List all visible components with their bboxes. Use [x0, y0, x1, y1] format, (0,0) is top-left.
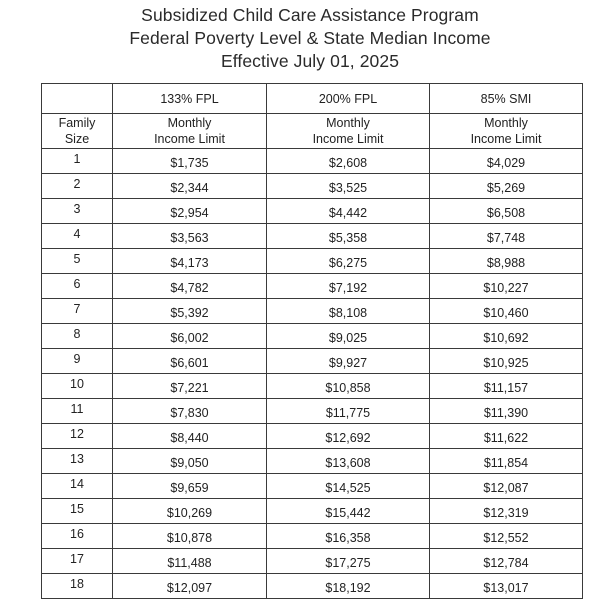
header-line: Income Limit	[312, 132, 384, 146]
fpl-200-cell: $15,442	[267, 499, 430, 524]
smi-85-cell: $4,029	[430, 149, 583, 174]
table-row	[42, 399, 583, 424]
header-line: Monthly	[326, 116, 370, 130]
table-row	[42, 349, 583, 374]
fpl-200-cell: $3,525	[267, 174, 430, 199]
table-row	[42, 274, 583, 299]
fpl-133-cell: $10,269	[113, 499, 267, 524]
table-row	[42, 224, 583, 249]
title-line-subtitle: Federal Poverty Level & State Median Income	[129, 28, 491, 48]
fpl-200-cell: $5,358	[267, 224, 430, 249]
header-85-smi: 85% SMI	[430, 84, 583, 114]
fpl-133-cell: $6,002	[113, 324, 267, 349]
table-row	[42, 474, 583, 499]
fpl-133-cell: $4,173	[113, 249, 267, 274]
fpl-133-cell: $7,830	[113, 399, 267, 424]
fpl-133-cell: $6,601	[113, 349, 267, 374]
fpl-200-cell: $9,025	[267, 324, 430, 349]
header-133-fpl: 133% FPL	[113, 84, 267, 114]
family-size-cell: 2	[42, 174, 113, 199]
table-row	[42, 149, 583, 174]
family-size-cell: 7	[42, 299, 113, 324]
fpl-200-cell: $14,525	[267, 474, 430, 499]
header-line: Income Limit	[470, 132, 542, 146]
family-size-cell: 12	[42, 424, 113, 449]
fpl-133-cell: $8,440	[113, 424, 267, 449]
income-limit-table	[41, 83, 583, 599]
table-row	[42, 424, 583, 449]
smi-85-cell: $12,319	[430, 499, 583, 524]
header-line: Monthly	[484, 116, 528, 130]
fpl-200-cell: $11,775	[267, 399, 430, 424]
fpl-200-cell: $16,358	[267, 524, 430, 549]
table-row	[42, 299, 583, 324]
fpl-133-cell: $7,221	[113, 374, 267, 399]
fpl-200-cell: $12,692	[267, 424, 430, 449]
header-line: Income Limit	[154, 132, 225, 146]
smi-85-cell: $12,552	[430, 524, 583, 549]
table-body	[42, 149, 583, 599]
title-line-effective-date: Effective July 01, 2025	[220, 51, 400, 71]
smi-85-cell: $10,692	[430, 324, 583, 349]
smi-85-cell: $8,988	[430, 249, 583, 274]
family-size-cell: 16	[42, 524, 113, 549]
smi-85-cell: $10,925	[430, 349, 583, 374]
smi-85-cell: $12,784	[430, 549, 583, 574]
table-row	[42, 174, 583, 199]
fpl-200-cell: $2,608	[267, 149, 430, 174]
fpl-133-cell: $10,878	[113, 524, 267, 549]
fpl-133-cell: $12,097	[113, 574, 267, 599]
smi-85-cell: $6,508	[430, 199, 583, 224]
header-line: Size	[64, 132, 90, 146]
table-row	[42, 324, 583, 349]
family-size-cell: 17	[42, 549, 113, 574]
header-monthly-income-limit-200	[267, 114, 430, 149]
fpl-200-cell: $4,442	[267, 199, 430, 224]
smi-85-cell: $10,227	[430, 274, 583, 299]
fpl-200-cell: $17,275	[267, 549, 430, 574]
fpl-200-cell: $7,192	[267, 274, 430, 299]
smi-85-cell: $11,622	[430, 424, 583, 449]
table-row	[42, 374, 583, 399]
smi-85-cell: $13,017	[430, 574, 583, 599]
smi-85-cell: $11,854	[430, 449, 583, 474]
table-row	[42, 499, 583, 524]
family-size-cell: 9	[42, 349, 113, 374]
family-size-cell: 3	[42, 199, 113, 224]
fpl-200-cell: $8,108	[267, 299, 430, 324]
table-row	[42, 524, 583, 549]
fpl-200-cell: $6,275	[267, 249, 430, 274]
fpl-200-cell: $13,608	[267, 449, 430, 474]
family-size-cell: 15	[42, 499, 113, 524]
header-monthly-income-limit-133	[113, 114, 267, 149]
smi-85-cell: $7,748	[430, 224, 583, 249]
fpl-133-cell: $3,563	[113, 224, 267, 249]
smi-85-cell: $11,390	[430, 399, 583, 424]
family-size-cell: 10	[42, 374, 113, 399]
family-size-cell: 5	[42, 249, 113, 274]
title-line-program: Subsidized Child Care Assistance Program	[141, 5, 479, 25]
family-size-cell: 11	[42, 399, 113, 424]
family-size-cell: 13	[42, 449, 113, 474]
smi-85-cell: $10,460	[430, 299, 583, 324]
header-line: Family	[58, 116, 96, 130]
family-size-cell: 4	[42, 224, 113, 249]
smi-85-cell: $12,087	[430, 474, 583, 499]
fpl-200-cell: $18,192	[267, 574, 430, 599]
fpl-133-cell: $11,488	[113, 549, 267, 574]
family-size-cell: 6	[42, 274, 113, 299]
fpl-200-cell: $9,927	[267, 349, 430, 374]
table-row	[42, 199, 583, 224]
smi-85-cell: $11,157	[430, 374, 583, 399]
fpl-133-cell: $9,050	[113, 449, 267, 474]
header-row-programs	[42, 84, 583, 114]
fpl-133-cell: $1,735	[113, 149, 267, 174]
smi-85-cell: $5,269	[430, 174, 583, 199]
table-row	[42, 574, 583, 599]
family-size-cell: 8	[42, 324, 113, 349]
family-size-cell: 18	[42, 574, 113, 599]
header-200-fpl: 200% FPL	[267, 84, 430, 114]
header-monthly-income-limit-smi	[430, 114, 583, 149]
family-size-cell: 1	[42, 149, 113, 174]
table-row	[42, 449, 583, 474]
fpl-200-cell: $10,858	[267, 374, 430, 399]
table-row	[42, 249, 583, 274]
fpl-133-cell: $2,344	[113, 174, 267, 199]
header-family-size	[42, 114, 113, 149]
family-size-cell: 14	[42, 474, 113, 499]
header-row-labels	[42, 114, 583, 149]
header-blank-cell	[42, 84, 113, 114]
fpl-133-cell: $9,659	[113, 474, 267, 499]
fpl-133-cell: $4,782	[113, 274, 267, 299]
fpl-133-cell: $5,392	[113, 299, 267, 324]
table-row	[42, 549, 583, 574]
fpl-133-cell: $2,954	[113, 199, 267, 224]
document-title	[0, 4, 600, 73]
header-line: Monthly	[167, 116, 212, 130]
